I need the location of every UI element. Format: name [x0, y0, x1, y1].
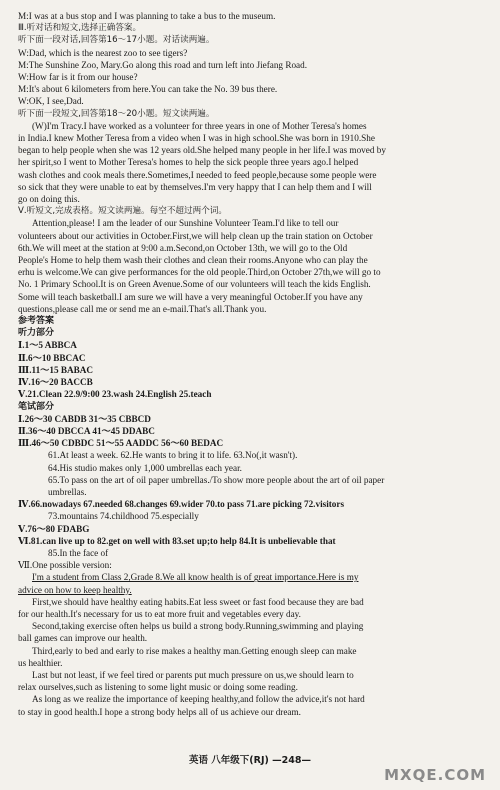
text-line: for our health.It's necessary for us to eat more fruit and vegetables every day. [18, 608, 301, 619]
text-line: W:How far is it from our house? [18, 72, 138, 83]
text-line: 听力部分 [18, 328, 55, 339]
text-line: so sick that they were unable to eat by themselves.I'm very happy that I can help them and I will [18, 181, 372, 192]
text-line: volunteers about our activities in October.First,we will help clean up the train station on October [18, 230, 373, 241]
text-line: I'm a student from Class 2,Grade 8.We all know health is of great importance.Here is my [32, 572, 359, 583]
text-line: ball games can improve our health. [18, 633, 148, 644]
text-line: Ⅳ.16～20 BACCB [18, 377, 93, 388]
text-line: to stay in good health.I hope a strong body helps all of us achieve our dream. [18, 706, 301, 717]
text-line: Ⅱ.6～10 BBCAC [18, 352, 86, 363]
text-line: Second,taking exercise often helps us build a strong body.Running,swimming and playing [32, 621, 364, 632]
text-line: (W)I'm Tracy.I have worked as a volunteer for three years in one of Mother Teresa's homes [32, 120, 367, 131]
text-line: 听下面一段对话,回答第16～17小题。对话读两遍。 [18, 35, 215, 46]
text-line: erhu is welcome.We can give performances for the old people.Third,on October 27th,we will go to [18, 267, 381, 278]
text-line: 6th.We will meet at the station at 9:00 a.m.Second,on October 13th, we will go to the Old [18, 242, 348, 253]
text-line: wash clothes and cook meals there.Sometimes,I needed to feed people,because some people were [18, 169, 377, 180]
text-line: Ⅴ.76～80 FDABG [18, 523, 90, 534]
text-line: As long as we realize the importance of keeping healthy,and follow the advice,it's not hard [32, 694, 365, 705]
text-line: advice on how to keep healthy. [18, 584, 132, 595]
text-line: 参考答案 [18, 316, 55, 327]
text-line: 65.To pass on the art of oil paper umbrellas./To show more people about the art of oil paper [48, 474, 385, 485]
document-body [18, 10, 484, 718]
text-line: 64.His studio makes only 1,000 umbrellas each year. [48, 462, 242, 473]
text-line: Ⅳ.66.nowadays 67.needed 68.changes 69.wider 70.to pass 71.are picking 72.visitors [18, 499, 345, 510]
text-line: umbrellas. [48, 486, 87, 497]
text-line: Ⅰ.1～5 ABBCA [18, 340, 77, 351]
text-line: Third,early to bed and early to rise makes a healthy man.Getting enough sleep can make [32, 645, 357, 656]
text-line: her spirit,so I went to Mother Teresa's homes to help the sick people three years ago.I helped [18, 157, 359, 168]
text-line: questions,please call me or send me an e-mail.That's all.Thank you. [18, 303, 267, 314]
text-line: No. 1 Primary School.It is on Green Avenue.Some of our volunteers will teach the kids English. [18, 279, 371, 290]
text-line: Ⅱ.36～40 DBCCA 41～45 DDABC [18, 425, 155, 436]
text-line: us healthier. [18, 657, 63, 668]
text-line: 61.At least a week. 62.He wants to bring it to life. 63.No(,it wasn't). [48, 450, 298, 461]
text-line: Ⅴ.21.Clean 22.9/9:00 23.wash 24.English 25.teach [18, 389, 212, 400]
text-line: in India.I knew Mother Teresa from a video when I was in high school.She was born in 1910.She [18, 133, 375, 144]
text-line: 85.In the face of [48, 547, 109, 558]
text-line: M:The Sunshine Zoo, Mary.Go along this road and turn left into Jiefang Road. [18, 59, 308, 70]
text-line: go on doing this. [18, 194, 80, 205]
text-line: Ⅲ.11～15 BABAC [18, 364, 93, 375]
text-line: Ⅰ.26～30 CABDB 31～35 CBBCD [18, 413, 151, 424]
text-line: Ⅲ.听对话和短文,选择正确答案。 [18, 23, 142, 34]
text-line: began to help people when she was 12 years old.She helped many people in her life.I was moved by [18, 145, 386, 156]
text-line: Ⅵ.81.can live up to 82.get on well with 83.set up;to help 84.It is unbelievable that [18, 535, 336, 546]
text-line: Last but not least, if we feel tired or parents put much pressure on us,we should learn to [32, 669, 354, 680]
page-footer: 英语 八年级下(RJ) —248— [189, 755, 311, 766]
text-line: Some will teach basketball.I am sure we will have a very meaningful October.If you have any [18, 291, 363, 302]
text-line: M:I was at a bus stop and I was planning to take a bus to the museum. [18, 11, 276, 21]
text-line: 听下面一段短文,回答第18～20小题。短文读两遍。 [18, 108, 215, 119]
text-line: 笔试部分 [18, 401, 55, 412]
text-line: People's Home to help them wash their clothes and clean their rooms.Anyone who can play the [18, 255, 368, 266]
text-line: W:Dad, which is the nearest zoo to see tigers? [18, 47, 188, 58]
text-line: Attention,please! I am the leader of our Sunshine Volunteer Team.I'd like to tell our [32, 218, 339, 229]
text-line: W:OK, I see,Dad. [18, 96, 84, 107]
watermark-logo: MXQE.COM [384, 766, 486, 784]
text-line: Ⅲ.46～50 CDBDC 51～55 AADDC 56～60 BEDAC [18, 438, 224, 449]
text-line: Ⅶ.One possible version: [18, 560, 112, 571]
text-line: 73.mountains 74.childhood 75.especially [48, 511, 199, 522]
text-line: M:It's about 6 kilometers from here.You can take the No. 39 bus there. [18, 84, 278, 95]
text-line: relax ourselves,such as listening to some light music or doing some reading. [18, 682, 298, 693]
text-line: Ⅴ.听短文,完成表格。短文读两遍。每空不超过两个词。 [18, 206, 227, 217]
text-line: First,we should have healthy eating habits.Eat less sweet or fast food because they are bad [32, 596, 364, 607]
